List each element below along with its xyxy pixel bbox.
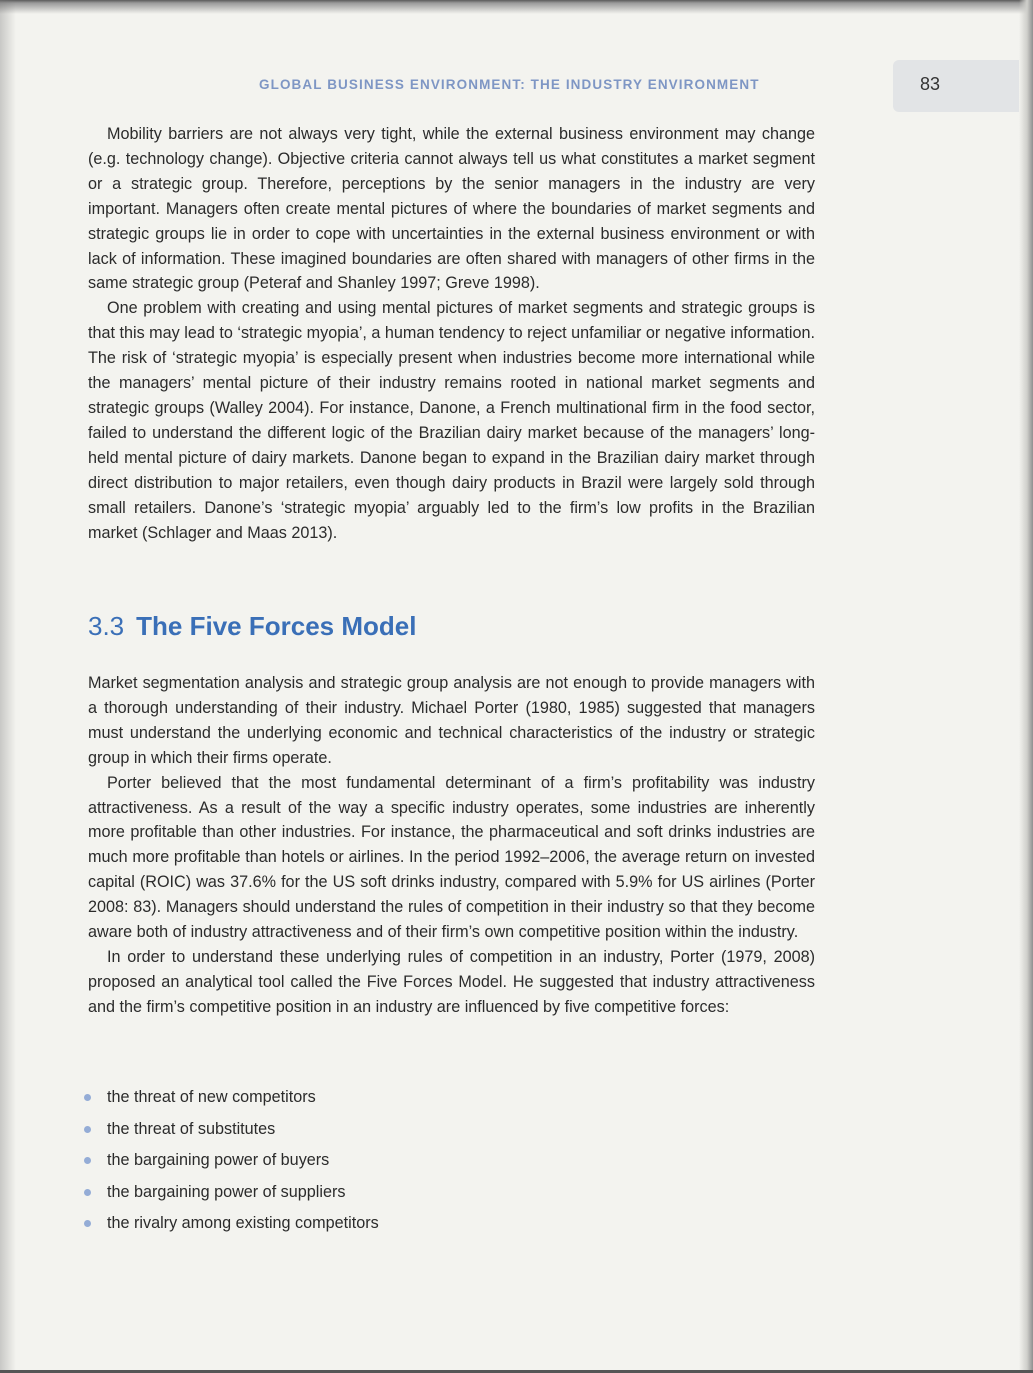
paragraph-mobility-barriers: Mobility barriers are not always very tight, while the external business environment may change (e.g. technology change). Objective criteria cannot always tell us what constitutes a market segment or a strategic group. Therefore, perceptions by the senior managers in the industry are very important. Managers often create mental pictures of where the boundaries of market segments and strategic groups lie in order to cope with uncertainties in the external business environment or with lack of information. These imagined boundaries are often shared with managers of other firms in the same strategic group (Peteraf and Shanley 1997; Greve 1998).: [88, 125, 815, 293]
running-head: GLOBAL BUSINESS ENVIRONMENT: THE INDUSTRY ENVIRONMENT: [259, 77, 760, 92]
section-title: The Five Forces Model: [136, 611, 417, 641]
scan-shadow-top: [0, 0, 1033, 14]
bullet-icon: [84, 1189, 91, 1196]
list-item-text: the bargaining power of buyers: [107, 1151, 330, 1170]
section-text-block: [88, 671, 815, 1020]
page-number: 83: [920, 74, 941, 94]
list-item: [84, 1114, 379, 1146]
paragraph-five-forces-intro: In order to understand these underlying rules of competition in an industry, Porter (1979, 2008) proposed an analytical tool called the Five Forces Model. He suggested that industry attractiveness and the firm’s competitive position in an industry are influenced by five competitive forces:: [88, 947, 815, 1016]
intro-text-block: [88, 122, 815, 545]
scan-shadow-right: [1019, 0, 1033, 1373]
section-number: 3.3: [88, 611, 125, 641]
bullet-icon: [84, 1126, 91, 1133]
paragraph-market-segmentation: Market segmentation analysis and strategic group analysis are not enough to provide managers with a thorough understanding of their industry. Michael Porter (1980, 1985) suggested that managers must understand the underlying economic and technical characteristics of the industry or strategic group in which their firms operate.: [88, 674, 815, 767]
list-item-text: the bargaining power of suppliers: [107, 1182, 346, 1201]
list-item-text: the threat of substitutes: [107, 1119, 276, 1138]
list-item-text: the rivalry among existing competitors: [107, 1214, 379, 1233]
list-item: [84, 1177, 379, 1209]
paragraph-industry-attractiveness: Porter believed that the most fundamental determinant of a firm’s profitability was industry attractiveness. As a result of the way a specific industry operates, some industries are inherently more profitable than other industries. For instance, the pharmaceutical and soft drinks industries are much more profitable than hotels or airlines. In the period 1992–2006, the average return on invested capital (ROIC) was 37.6% for the US soft drinks industry, compared with 5.9% for US airlines (Porter 2008: 83). Managers should understand the rules of competition in their industry so that they become aware both of industry attractiveness and of their firm’s own competitive position within the industry.: [88, 773, 815, 942]
bullet-icon: [84, 1157, 91, 1164]
list-item: [84, 1208, 379, 1240]
list-item-text: the threat of new competitors: [107, 1088, 316, 1107]
list-item: [84, 1145, 379, 1177]
section-heading: [88, 611, 416, 642]
scan-shadow-left: [0, 0, 16, 1373]
list-item: [84, 1082, 379, 1114]
paragraph-strategic-myopia: One problem with creating and using mental pictures of market segments and strategic groups is that this may lead to ‘strategic myopia’, a human tendency to reject unfamiliar or negative information. The risk of ‘strategic myopia’ is especially present when industries become more international while the managers’ mental picture of their industry remains rooted in national market segments and strategic groups (Walley 2004). For instance, Danone, a French multinational firm in the food sector, failed to understand the different logic of the Brazilian dairy market because of the managers’ long-held mental picture of dairy markets. Danone began to expand in the Brazilian dairy market through direct distribution to major retailers, even though dairy products in Brazil were largely sold through small retailers. Danone’s ‘strategic myopia’ arguably led to the firm’s low profits in the Brazilian market (Schlager and Maas 2013).: [88, 299, 816, 542]
page-number-tab: [893, 60, 1019, 112]
bullet-icon: [84, 1220, 91, 1227]
five-forces-list: [84, 1082, 379, 1240]
bullet-icon: [84, 1094, 91, 1101]
